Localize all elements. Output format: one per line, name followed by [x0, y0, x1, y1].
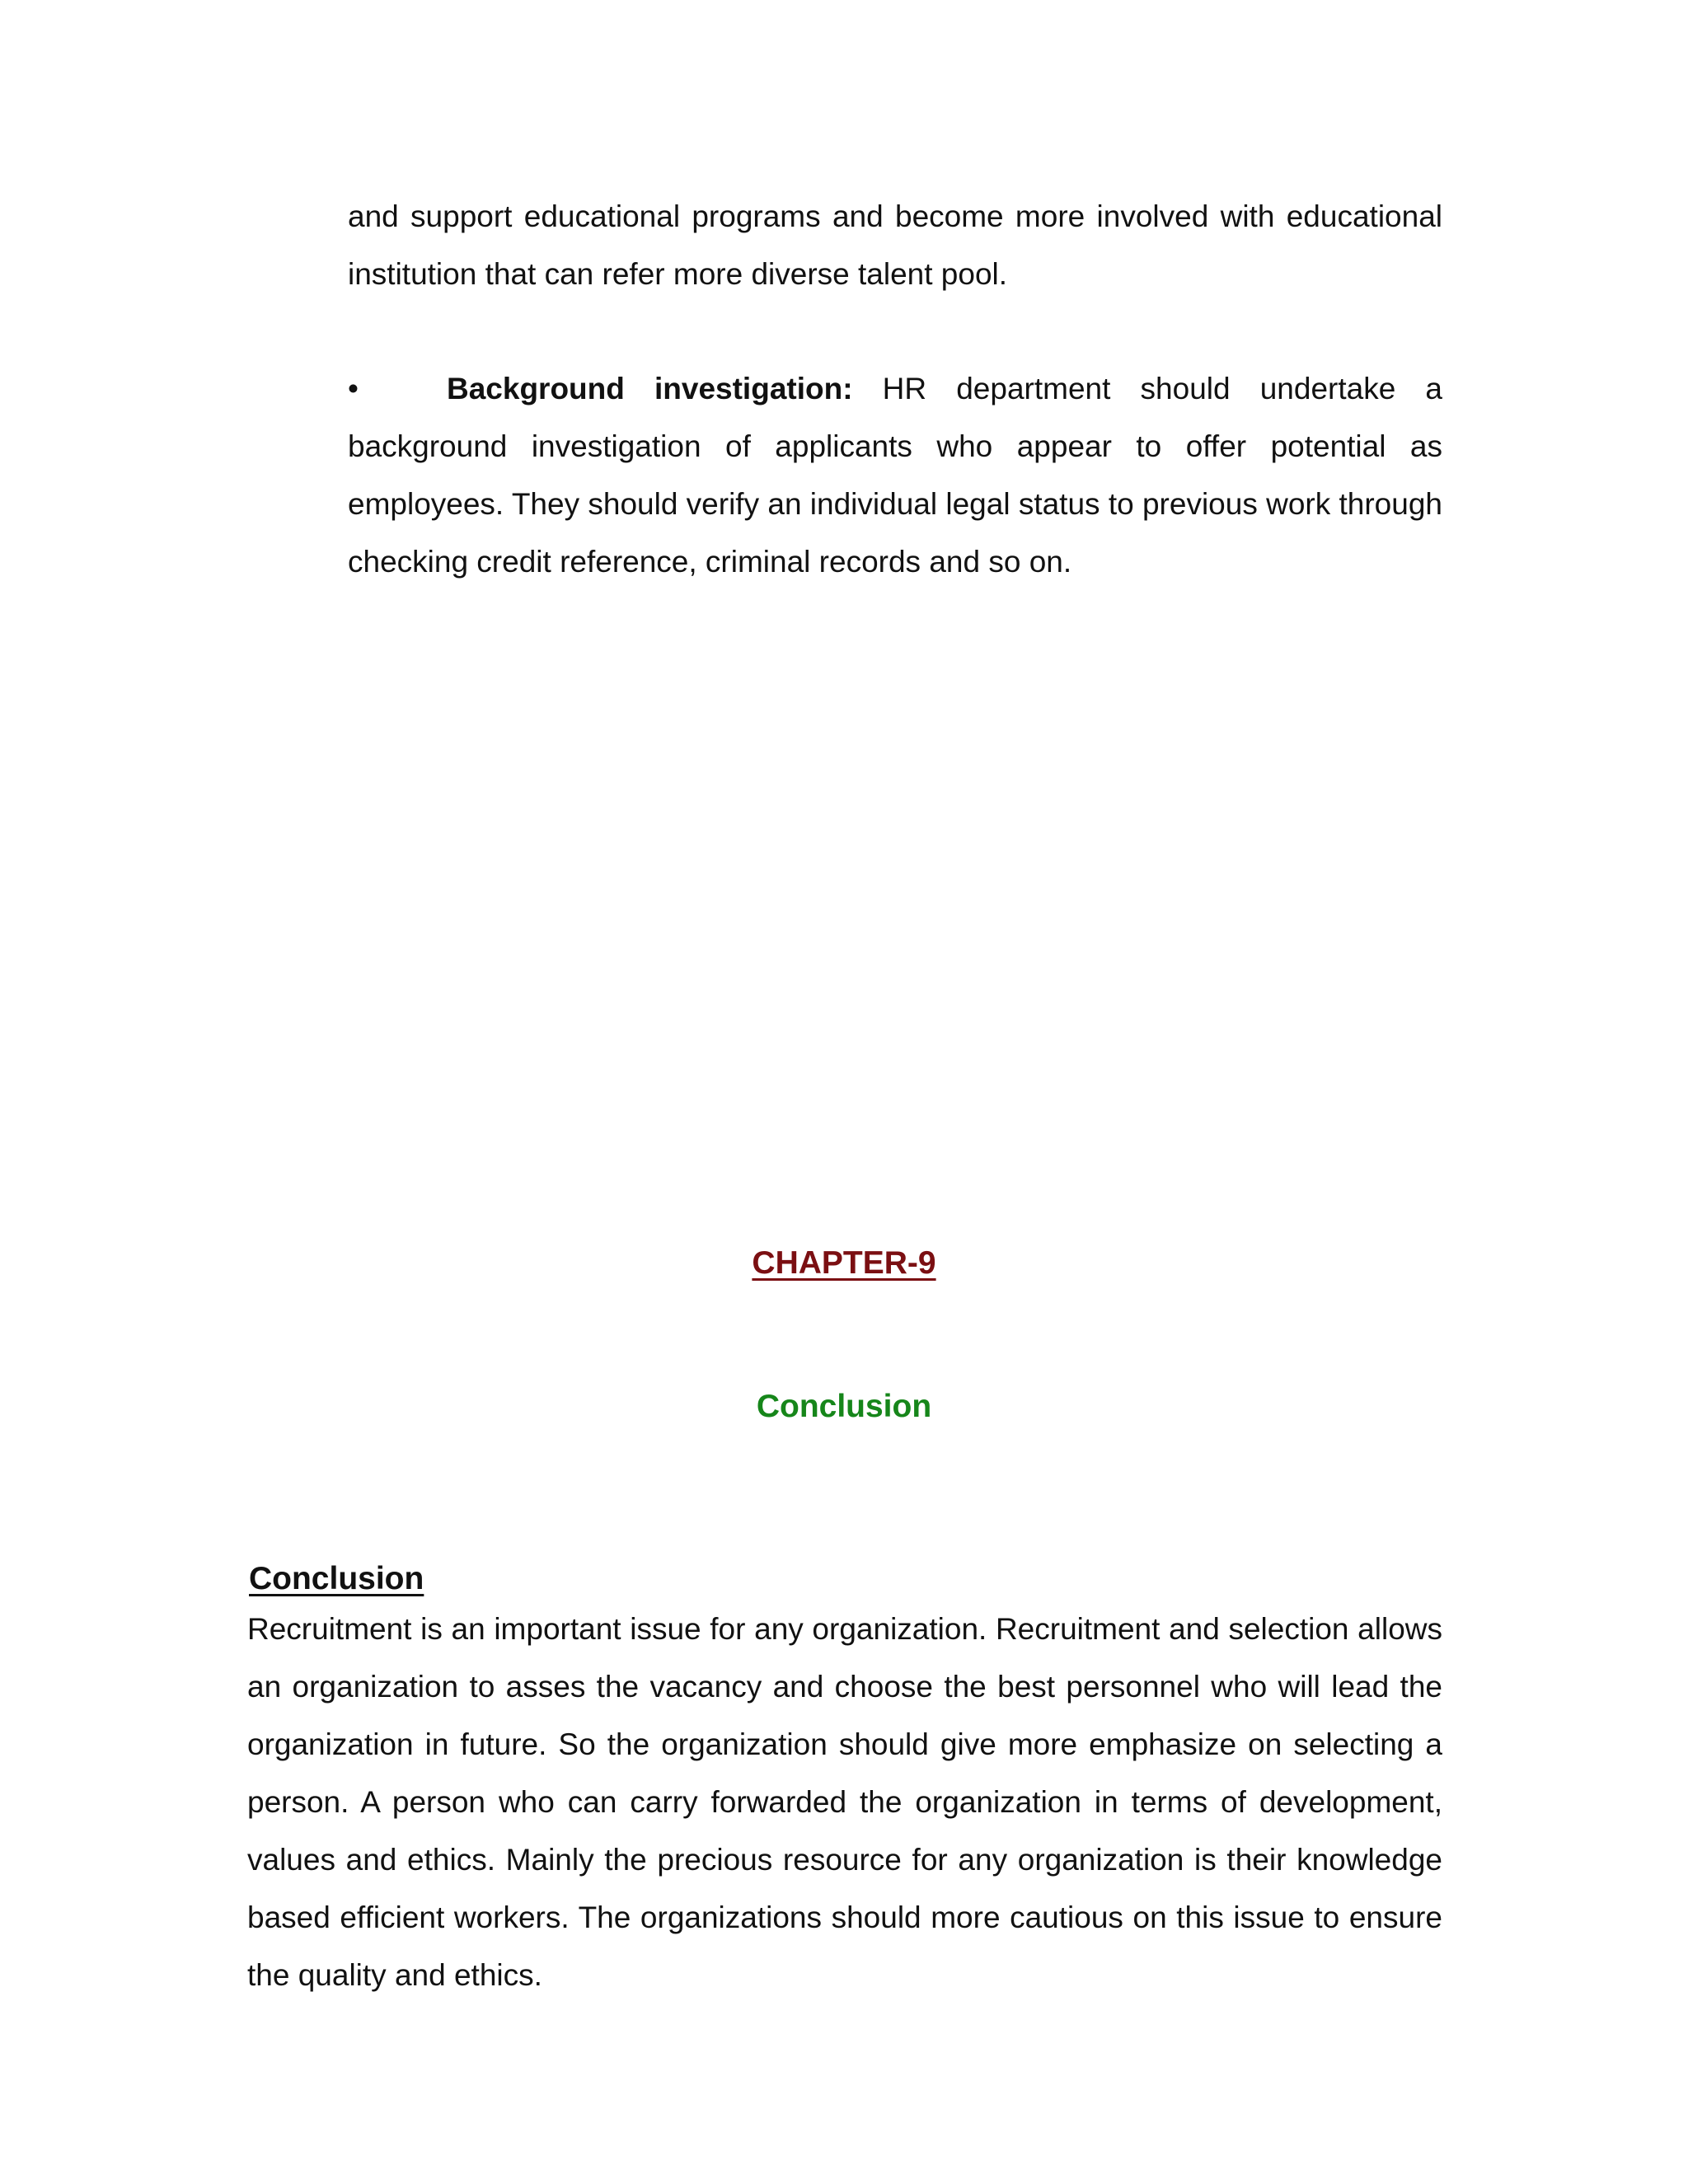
- paragraph-educational-programs: and support educational programs and become more involved with educational institution that can refer more diverse talent pool.: [348, 199, 1442, 291]
- bullet-marker: •: [348, 372, 359, 405]
- section-heading-conclusion: Conclusion: [249, 1561, 424, 1596]
- bullet-background-investigation: [348, 360, 1442, 591]
- conclusion-paragraph: Recruitment is an important issue for any organization. Recruitment and selection allows an organization to asses the vacancy and choose the best personnel who will lead the organization in future. So the organization should give more emphasize on selecting a person. A person who can carry forwarded the organization in terms of development, values and ethics. Mainly the precious resource for any organization is their knowledge based efficient workers. The organizations should more cautious on this issue to ensure the quality and ethics.: [247, 1612, 1442, 1992]
- bullet-text: HR department should undertake a background investigation of applicants who appear to offer potential as employees. They should verify an individual legal status to previous work through checking credit reference, criminal records and so on.: [348, 372, 1442, 579]
- chapter-subtitle: Conclusion: [756, 1389, 932, 1424]
- chapter-title: CHAPTER-9: [752, 1245, 936, 1281]
- bullet-term: Background investigation:: [447, 372, 853, 405]
